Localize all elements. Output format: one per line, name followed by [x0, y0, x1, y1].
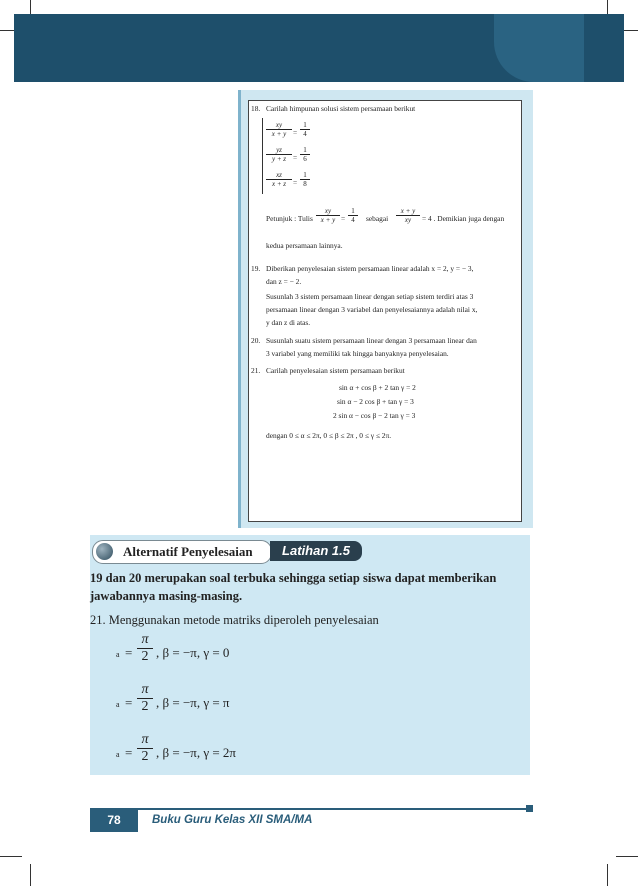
exercise-badge: Latihan 1.5 [270, 541, 362, 561]
solution-fraction: $\frac{\pi}{2}$ [137, 632, 153, 665]
problem-20-number: 20. [251, 336, 261, 345]
solution-eq-sign: = [125, 645, 133, 660]
crop-mark [30, 864, 31, 886]
crop-mark [607, 864, 608, 886]
header-band [14, 14, 624, 82]
hint-mid: sebagai [366, 214, 389, 223]
hint-eq-sign: = [341, 214, 346, 223]
alpha-label: a [116, 650, 120, 659]
eq2-rhs: $\frac{1}{6}$ [300, 146, 310, 163]
crop-mark [0, 856, 22, 857]
crop-mark [616, 856, 638, 857]
footer-rule [90, 808, 530, 810]
eq1-rhs: $\frac{1}{4}$ [300, 121, 310, 138]
eq3-lhs: $\frac{xz}{x + z}$ [266, 171, 292, 188]
problem-21-equation: 2 sin α − cos β − 2 tan γ = 3 [333, 411, 416, 420]
answer-line: 21. Menggunakan metode matriks diperoleh penyelesaian [90, 613, 379, 627]
book-title: Buku Guru Kelas XII SMA/MA [152, 814, 313, 826]
eq3-rhs: $\frac{1}{8}$ [300, 171, 310, 188]
alpha-label: a [116, 700, 120, 709]
alpha-label: a [116, 750, 120, 759]
problem-21-equation: sin α + cos β + 2 tan γ = 2 [339, 383, 416, 392]
solution-eq-sign: = [125, 745, 133, 760]
problem-21-condition: dengan 0 ≤ α ≤ 2π, 0 ≤ β ≤ 2π , 0 ≤ γ ≤ 2π. [266, 431, 392, 440]
eq1-sign: = [293, 128, 298, 137]
solution-fraction: $\frac{\pi}{2}$ [137, 682, 153, 715]
answer-title [92, 540, 272, 564]
solution-rest: , β = −π, γ = 0 [156, 645, 230, 660]
solution-rest: , β = −π, γ = π [156, 695, 230, 710]
eq2-lhs: $\frac{yz}{y + z}$ [266, 146, 292, 163]
footer-dot [526, 805, 533, 812]
problem-20-line: 3 variabel yang memiliki tak hingga banyaknya penyelesaian. [266, 349, 449, 358]
eq3-sign: = [293, 178, 298, 187]
problem-19-line: Diberikan penyelesaian sistem persamaan linear adalah x = 2, y = − 3, [266, 264, 474, 273]
solution-eq-sign: = [125, 695, 133, 710]
problem-20-line: Susunlah suatu sistem persamaan linear dengan 3 persamaan linear dan [266, 336, 477, 345]
hint-fraction-1: $\frac{xy}{x + y}$ [316, 207, 340, 224]
eq1-lhs: $\frac{xy}{x + y}$ [266, 121, 292, 138]
answer-line: 19 dan 20 merupakan soal terbuka sehingga setiap siswa dapat memberikan [90, 571, 497, 585]
problem-19-line: Susunlah 3 sistem persamaan linear dengan setiap sistem terdiri atas 3 [266, 292, 474, 301]
page-number: 78 [90, 810, 138, 832]
problem-21-equation: sin α − 2 cos β + tan γ = 3 [337, 397, 414, 406]
eq2-sign: = [293, 153, 298, 162]
problem-19-number: 19. [251, 264, 261, 273]
system-brace [262, 118, 263, 194]
answer-line: jawabannya masing-masing. [90, 589, 243, 603]
problem-18-number: 18. [251, 104, 261, 113]
solution-rest: , β = −π, γ = 2π [156, 745, 236, 760]
hint-label: Petunjuk : Tulis [266, 214, 313, 223]
solution-fraction: $\frac{\pi}{2}$ [137, 732, 153, 765]
problem-21-line: Carilah penyelesaian sistem persamaan berikut [266, 366, 405, 375]
problem-18-text: Carilah himpunan solusi sistem persamaan berikut [266, 104, 416, 113]
globe-icon [96, 543, 113, 560]
answer-title-text: Alternatif Penyelesaian [123, 544, 253, 559]
problem-21-number: 21. [251, 366, 261, 375]
hint-fraction-2: $\frac{1}{4}$ [348, 207, 358, 224]
hint-line-2: kedua persamaan lainnya. [266, 241, 343, 250]
problem-19-line: y dan z di atas. [266, 318, 311, 327]
hint-end: = 4 . Demikian juga dengan [422, 214, 505, 223]
problem-19-line: persamaan linear dengan 3 variabel dan penyelesaiannya adalah nilai x, [266, 305, 478, 314]
problem-19-line: dan z = − 2. [266, 277, 302, 286]
hint-fraction-3: $\frac{x + y}{xy}$ [396, 207, 420, 224]
